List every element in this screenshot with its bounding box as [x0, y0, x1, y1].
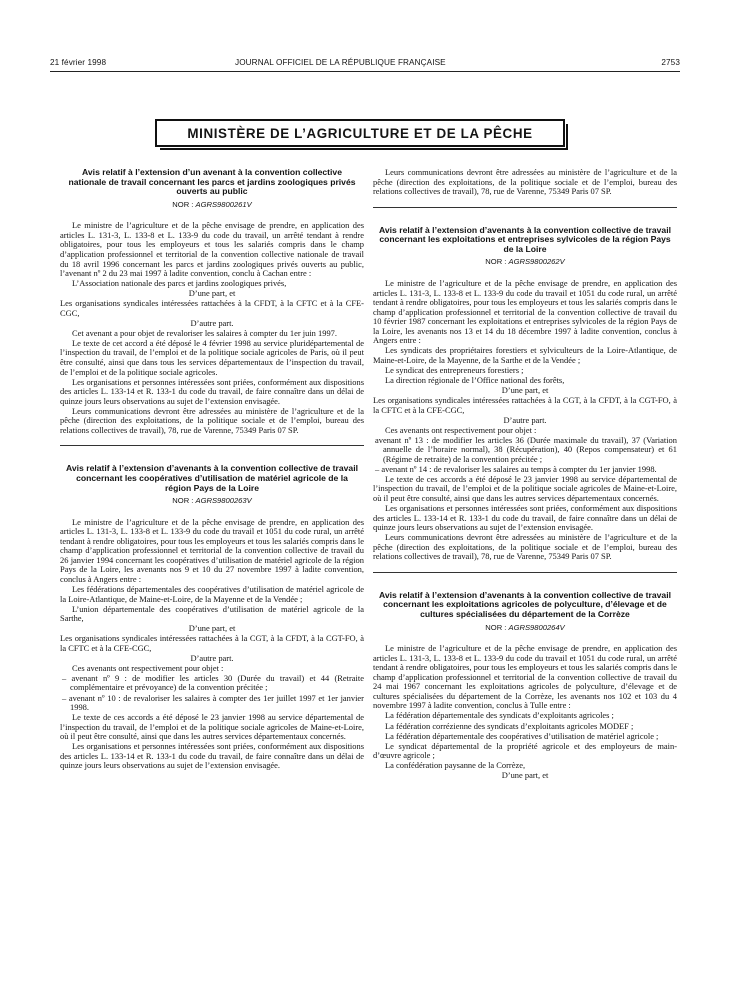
paragraph: Le ministre de l’agriculture et de la pêche envisage de prendre, en application des articles L. 131-3, L. 133-8 et L. 133-9 du code du travail et 1051 du code rural, un arrêté tendant à rendre obligatoires, pour tous les employeurs et tous les salariés compris dans le champ d’application professionnel et territorial de la convention collective de travail du 24 mai 1967 concernant les exploitations agricoles de polyculture, d’élevage et de cultures spécialisées du département de la Corrèze, les avenants nos 102 et 103 du 4 novembre 1997 à ladite convention, conclus à Tulle entre :	[373, 643, 677, 711]
list-item: – avenant nº 10 : de revaloriser les salaires à compter des 1er juillet 1997 et 1er janvier 1998.	[62, 692, 364, 713]
paragraph: D’une part, et	[188, 288, 236, 299]
list-item: – avenant nº 14 : de revaloriser les salaires au temps à compter du 1er janvier 1998.	[375, 463, 657, 474]
paragraph: D’une part, et	[501, 384, 549, 395]
paragraph: Cet avenant a pour objet de revaloriser les salaires à compter du 1er juin 1997.	[72, 327, 337, 338]
paragraph: D’une part, et	[501, 770, 549, 781]
paragraph: D’autre part.	[190, 317, 234, 328]
running-head	[50, 58, 680, 72]
paragraph: Les organisations syndicales intéressées rattachées à la CGT, à la CFDT, à la CGT-FO, à la CFTC et à la CFE-CGC,	[60, 633, 364, 653]
paragraph: Ces avenants ont respectivement pour objet :	[72, 662, 224, 673]
paragraph: Les organisations et personnes intéressées sont priées, conformément aux dispositions des articles L. 133-14 et R. 133-1 du code du travail, de faire connaître dans un délai de quinze jours leurs observations au sujet de l’extension envisagée.	[60, 741, 364, 771]
paragraph: D’autre part.	[503, 414, 547, 425]
paragraph: Le ministre de l’agriculture et de la pêche envisage de prendre, en application des articles L. 131-3, L. 133-8 et L. 133-9 du code du travail et 1051 du code rural, un arrêté tendant à rendre obligatoires, pour tous les employeurs et tous les salariés compris dans le champ d’application professionnel et territorial de la convention collective de travail du 26 janvier 1994 concernant les coopératives d’utilisation de matériel agricole de la région Pays de la Loire, les avenants nos 9 et 10 du 27 novembre 1997 à ladite convention, conclus à Angers entre :	[60, 516, 364, 584]
paragraph: Ces avenants ont respectivement pour objet :	[385, 424, 537, 435]
paragraph: D’une part, et	[188, 623, 236, 634]
paragraph: Le ministre de l’agriculture et de la pêche envisage de prendre, en application des articles L. 131-3, L. 133-8 et L. 133-9 du code du travail et 1051 du code rural, un arrêté tendant à rendre obligatoires, pour tous les employeurs et tous les salariés compris dans le champ d’application professionnel et territorial de la convention collective de travail du 10 février 1987 concernant les exploitations et entreprises sylvicoles de la région Pays de la Loire, les avenants nos 13 et 14 du 18 décembre 1997 à ladite convention, conclus à Angers entre :	[373, 277, 677, 346]
paragraph: Leurs communications devront être adressées au ministère de l’agriculture et de la pêche (direction des exploitations, de la politique sociale et de l’emploi, bureau des relations collectives de travail), 78, rue de Varenne, 75349 Paris 07 SP.	[373, 532, 677, 562]
nor-id: AGRS9800263V	[195, 496, 252, 506]
notice-separator	[373, 207, 677, 208]
paragraph: Le texte de cet accord a été déposé le 4 février 1998 au service pluridépartemental de l’inspection du travail, de l’emploi et de la politique sociale agricoles de Paris, où il peut être consulté, ainsi que dans tous les services départementaux de l’inspection du travail, de l’emploi et de la politique sociale agricoles.	[60, 337, 364, 377]
paragraph: L’union départementale des coopératives d’utilisation de matériel agricole de la Sarthe,	[60, 603, 364, 624]
nor-id: AGRS9800262V	[508, 257, 565, 267]
paragraph: Les organisations syndicales intéressées rattachées à la CGT, à la CFDT, à la CGT-FO, à la CFTC et à la CFE-CGC,	[373, 395, 677, 415]
nor-label: NOR :	[172, 199, 194, 209]
left-column	[60, 168, 364, 968]
nor-id: AGRS9800261V	[195, 199, 252, 209]
nor-reference	[373, 623, 677, 633]
paragraph: Les organisations et personnes intéressées sont priées, conformément aux dispositions des articles L. 133-14 et R. 133-1 du code du travail, de faire connaître dans un délai de quinze jours leurs observations au sujet de l’extension envisagée.	[60, 376, 364, 406]
ministry-title: MINISTÈRE DE L’AGRICULTURE ET DE LA PÊCHE	[187, 125, 533, 141]
paragraph: Les organisations syndicales intéressées rattachées à la CFDT, à la CFTC et à la CFE-CGC,	[60, 298, 364, 318]
paragraph: La fédération départementale des coopératives d’utilisation de matériel agricole ;	[385, 730, 659, 741]
paragraph: La fédération corrézienne des syndicats d’exploitants agricoles MODEF ;	[385, 720, 634, 731]
paragraph: Le syndicat départemental de la propriété agricole et des employeurs de main-d’œuvre agricole ;	[373, 740, 677, 761]
journal-title: JOURNAL OFFICIEL DE LA RÉPUBLIQUE FRANÇAISE	[235, 58, 446, 67]
paragraph: Les fédérations départementales des coopératives d’utilisation de matériel agricole de la Loire-Atlantique, de Maine-et-Loire, de la Mayenne et de la Vendée ;	[60, 584, 364, 604]
nor-reference	[60, 200, 364, 210]
notice-title: Avis relatif à l’extension d’avenants à la convention collective de travail concernant les coopératives d’utilisation de matériel agricole de la région Pays de la Loire	[66, 463, 358, 493]
ministry-heading-box	[155, 119, 565, 147]
paragraph: Leurs communications devront être adressées au ministère de l’agriculture et de la pêche (direction des exploitations, de la politique sociale et de l’emploi, bureau des relations collectives de travail), 78, rue de Varenne, 75349 Paris 07 SP.	[60, 405, 364, 435]
list-item: – avenant nº 9 : de modifier les articles 30 (Durée du travail) et 44 (Retraite complémentaire et prévoyance) de la convention précitée ;	[62, 672, 364, 693]
nor-reference	[60, 496, 364, 506]
paragraph: La fédération départementale des syndicats d’exploitants agricoles ;	[385, 710, 614, 721]
page-number: 2753	[661, 58, 680, 67]
paragraph: La direction régionale de l’Office national des forêts,	[385, 374, 565, 385]
issue-date: 21 février 1998	[50, 58, 107, 67]
header-rule	[50, 71, 680, 72]
paragraph: Le texte de ces accords a été déposé le 23 janvier 1998 au service départemental de l’inspection du travail, de l’emploi et de la politique sociale agricoles de Maine-et-Loire, où il peut être consulté, ainsi que dans les autres services départementaux concernés.	[373, 473, 677, 503]
notice-separator	[60, 445, 364, 446]
paragraph: Les organisations et personnes intéressées sont priées, conformément aux dispositions des articles L. 133-14 et R. 133-1 du code du travail, de faire connaître dans un délai de quinze jours leurs observations au sujet de l’extension envisagée.	[373, 503, 677, 533]
paragraph: La confédération paysanne de la Corrèze,	[385, 760, 526, 771]
notice-title: Avis relatif à l’extension d’avenants à la convention collective de travail concernant les exploitations et entreprises sylvicoles de la région Pays de la Loire	[379, 224, 671, 254]
paragraph: Le texte de ces accords a été déposé le 23 janvier 1998 au service départemental de l’inspection du travail, de l’emploi et de la politique sociale agricoles de Maine-et-Loire, où il peut être consulté, ainsi que dans les autres services départementaux concernés.	[60, 712, 364, 742]
nor-reference	[373, 257, 677, 267]
notice-title: Avis relatif à l’extension d’un avenant à la convention collective nationale de travail concernant les parcs et jardins zoologiques privés ouverts au public	[68, 168, 356, 197]
nor-label: NOR :	[485, 622, 507, 632]
notice-title: Avis relatif à l’extension d’avenants à la convention collective de travail concernant les exploitations agricoles de polyculture, d’élevage et de cultures spécialisées du département de la Corrèze	[379, 589, 671, 620]
list-item: avenant nº 13 : de modifier les articles 36 (Durée maximale du travail), 37 (Variation annuelle de l’horaire normal), 38 (Récupération), 40 (Repos compensateur) et 61 (Régime de retraite) de la convention précitée ;	[375, 434, 677, 464]
paragraph: Le ministre de l’agriculture et de la pêche envisage de prendre, en application des articles L. 131-3, L. 133-8 et L. 133-9 du code du travail, un arrêté tendant à rendre obligatoires, pour tous les employeurs et tous les salariés compris dans le champ d’application professionnel et territorial de la convention collective nationale de travail du 18 avril 1996 concernant les parcs et jardins zoologiques privés ouverts au public, l’avenant nº 2 du 23 mai 1997 à ladite convention, conclu à Cachan entre :	[60, 220, 364, 279]
paragraph: L’Association nationale des parcs et jardins zoologiques privés,	[72, 278, 287, 289]
right-column	[373, 168, 677, 968]
paragraph: D’autre part.	[190, 652, 234, 663]
paragraph: Leurs communications devront être adressées au ministère de l’agriculture et de la pêche (direction des exploitations, de la politique sociale et de l’emploi, bureau des relations collectives de travail), 78, rue de Varenne, 75349 Paris 07 SP.	[373, 168, 677, 197]
paragraph: Le syndicat des entrepreneurs forestiers ;	[385, 364, 524, 375]
paragraph: Les syndicats des propriétaires forestiers et sylviculteurs de la Loire-Atlantique, de Maine-et-Loire, de la Mayenne, de la Sarthe et de la Vendée ;	[373, 345, 677, 365]
notice-separator	[373, 572, 677, 573]
nor-label: NOR :	[485, 257, 507, 267]
nor-label: NOR :	[172, 496, 194, 506]
nor-id: AGRS9800264V	[508, 622, 565, 632]
